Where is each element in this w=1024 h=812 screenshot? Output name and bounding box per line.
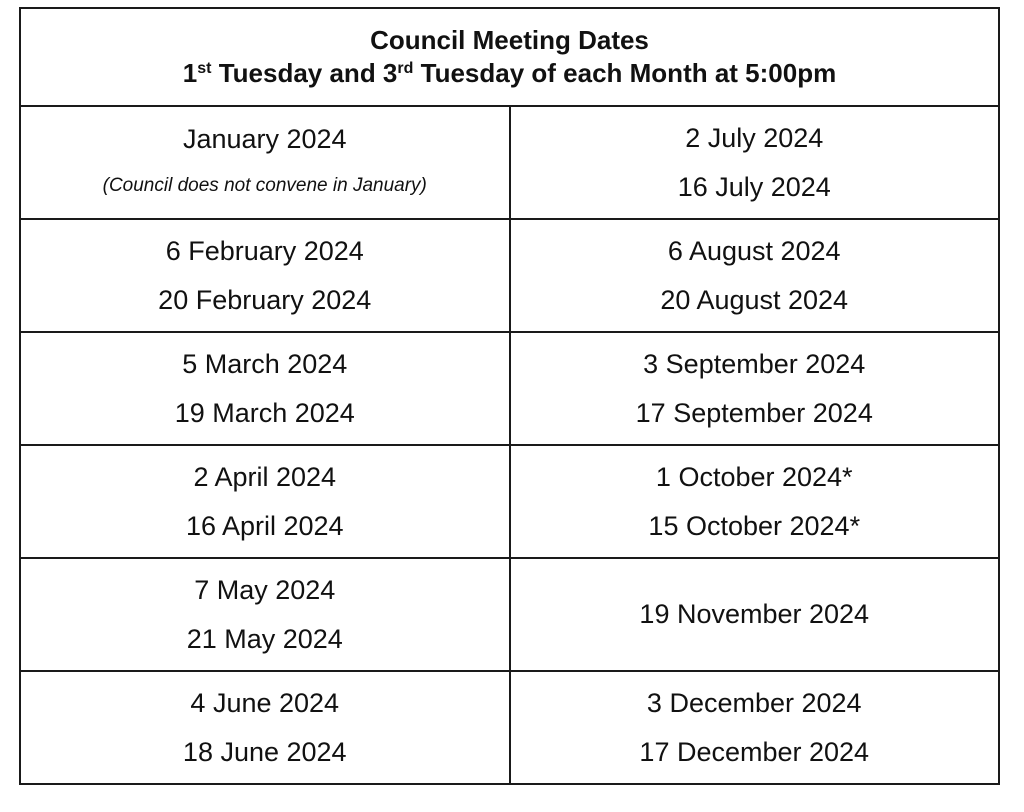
meeting-date: 5 March 2024 [182,348,348,379]
table-row [20,332,999,445]
meeting-cell-right [510,106,1000,219]
meeting-dates-table [19,7,1000,785]
meeting-cell-left [20,558,510,671]
table-row [20,219,999,332]
meeting-date: 2 April 2024 [193,461,337,492]
meeting-cell-right [510,219,1000,332]
meeting-date: 20 February 2024 [158,284,372,315]
table-row [20,558,999,671]
meeting-date: 1 October 2024* [655,461,853,492]
meeting-date: 4 June 2024 [190,687,340,718]
meeting-date: 17 December 2024 [639,736,870,767]
table-row [20,671,999,784]
meeting-date: 16 July 2024 [677,171,831,202]
meeting-date: 21 May 2024 [186,623,343,654]
meeting-date: 6 February 2024 [165,235,364,266]
meeting-date: January 2024 [182,124,347,154]
subtitle-middle-text: Tuesday and [211,58,383,88]
meeting-cell-left [20,332,510,445]
meeting-cell-right [510,332,1000,445]
table-row [20,445,999,558]
meeting-date: 2 July 2024 [685,122,824,153]
meeting-date: 20 August 2024 [660,284,849,315]
subtitle-second-number: 3 [382,58,398,88]
table-row [20,106,999,219]
meeting-date: 19 November 2024 [639,599,870,629]
meeting-date: 17 September 2024 [635,397,873,428]
meeting-date: 7 May 2024 [194,574,336,605]
meeting-note: (Council does not convene in January) [102,175,427,196]
table-title-cell [20,8,999,106]
meeting-date: 6 August 2024 [667,235,841,266]
table-header-row [20,8,999,106]
table-subtitle [21,57,998,90]
subtitle-first-suffix: st [197,60,212,77]
meeting-cell-right [510,445,1000,558]
meeting-cell-right [510,558,1000,671]
subtitle-end-text: Tuesday of each Month at 5:00pm [413,58,837,88]
meeting-date: 15 October 2024* [648,510,861,541]
meeting-cell-left [20,671,510,784]
meeting-date: 3 December 2024 [646,687,862,718]
meeting-date: 16 April 2024 [185,510,344,541]
subtitle-first-number: 1 [182,58,198,88]
meeting-cell-right [510,671,1000,784]
meeting-date: 19 March 2024 [174,397,355,428]
meeting-cell-left [20,106,510,219]
meeting-cell-left [20,445,510,558]
meeting-date: 3 September 2024 [643,348,866,379]
subtitle-second-suffix: rd [397,60,414,77]
table-title: Council Meeting Dates [370,25,649,55]
meeting-date: 18 June 2024 [182,736,347,767]
meeting-dates-document [19,7,998,792]
meeting-cell-left [20,219,510,332]
